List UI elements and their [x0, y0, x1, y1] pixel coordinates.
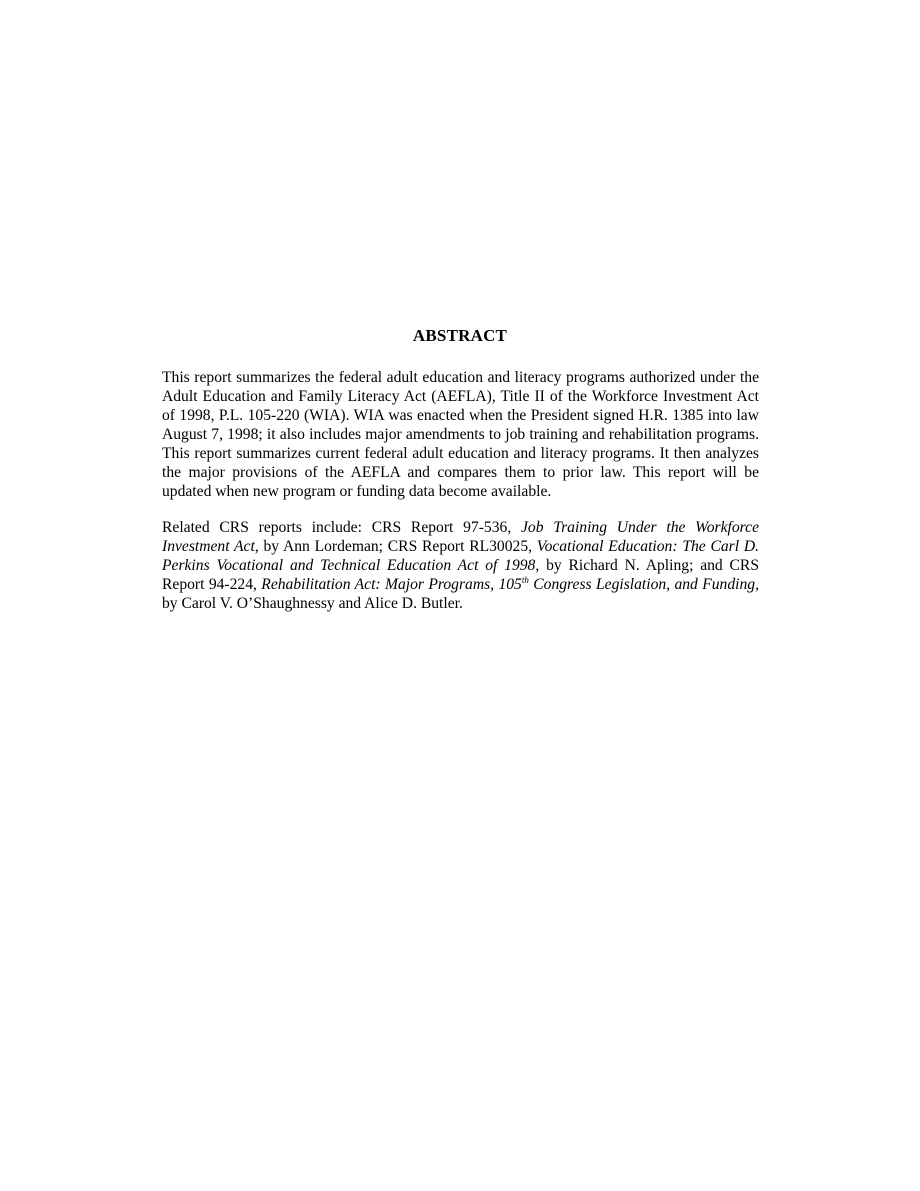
- report-author-oshaughnessy-butler: , by Carol V. O’Shaughnessy and Alice D. Butler.: [162, 576, 759, 612]
- report-title-rehabilitation-act: [261, 576, 755, 593]
- report-title-job-training: Job Training Under the Workforce Investment Act: [162, 519, 759, 555]
- report-author-lordeman: , by Ann Lordeman; CRS Report RL30025,: [254, 538, 537, 555]
- report-title-rehabilitation-part-a: Rehabilitation Act: Major Programs, 105: [261, 576, 522, 593]
- related-reports-intro: Related CRS reports include: CRS Report 97-536,: [162, 519, 521, 536]
- ordinal-superscript: th: [521, 574, 529, 585]
- abstract-summary-paragraph: This report summarizes the federal adult education and literacy programs authorized under the Adult Education and Family Literacy Act (AEFLA), Title II of the Workforce Investment Act of 1998, P.L. 105-220 (WIA). WIA was enacted when the President signed H.R. 1385 into law August 7, 1998; it also includes major amendments to job training and rehabilitation programs. This report summarizes current federal adult education and literacy programs. It then analyzes the major provisions of the AEFLA and compares them to prior law. This report will be updated when new program or funding data become available.: [162, 369, 759, 500]
- related-reports-paragraph: [162, 518, 759, 613]
- report-title-vocational-education: Vocational Education: The Carl D. Perkins Vocational and Technical Education Act of 1998: [162, 538, 759, 574]
- abstract-heading: ABSTRACT: [412, 326, 508, 345]
- report-author-apling: , by Richard N. Apling; and CRS Report 94-224,: [162, 557, 760, 593]
- report-title-rehabilitation-part-b: Congress Legislation, and Funding: [528, 576, 756, 593]
